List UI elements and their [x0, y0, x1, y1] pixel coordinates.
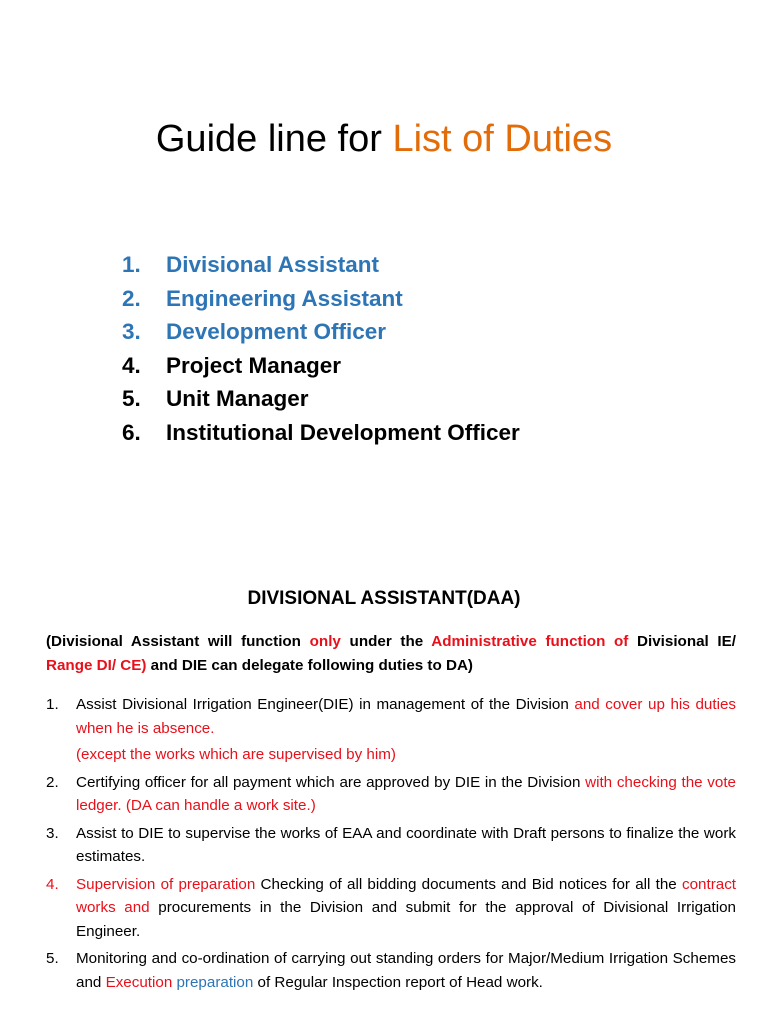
role-number: 2. — [122, 285, 141, 311]
role-item-project-manager — [122, 349, 520, 383]
intro-text: and DIE can delegate following duties to DA) — [146, 657, 473, 674]
duty-item — [46, 771, 736, 818]
duty-text-highlight-blue: preparation — [172, 973, 254, 991]
section-intro — [46, 630, 736, 678]
duty-text — [76, 693, 736, 767]
duty-text — [76, 873, 736, 944]
duty-number: 3. — [46, 824, 59, 842]
duty-text-highlight: contract works and — [76, 875, 737, 916]
role-number: 5. — [122, 386, 141, 411]
duty-text-plain: Certifying officer for all payment which are approved by DIE in the Division — [76, 773, 586, 791]
role-label: Divisional Assistant — [166, 252, 379, 277]
duty-text-plain: Assist to DIE to supervise the works of EAA and coordinate with Draft persons to finalize the work estimates. — [76, 824, 736, 865]
section-heading: DIVISIONAL ASSISTANT(DAA) — [247, 588, 521, 609]
role-number: 1. — [122, 252, 141, 277]
title-prefix: Guide line for — [155, 118, 393, 160]
duties-list — [46, 693, 736, 998]
duty-text-plain: procurements in the Division and submit for the approval of Divisional Irrigation Engineer. — [76, 899, 736, 940]
intro-highlight: Range DI/ CE) — [46, 657, 147, 674]
role-number: 4. — [122, 352, 141, 378]
role-item-institutional-development-officer — [122, 416, 520, 450]
role-number: 3. — [122, 319, 141, 344]
duty-item — [46, 947, 736, 994]
role-number: 6. — [122, 419, 141, 445]
role-item-development-officer — [122, 315, 520, 349]
role-label: Unit Manager — [166, 386, 309, 411]
role-item-divisional-assistant — [122, 248, 520, 282]
duty-text — [76, 771, 736, 818]
duty-subnote: (except the works which are supervised by him) — [76, 746, 396, 763]
role-label: Project Manager — [166, 352, 342, 378]
duty-text — [76, 947, 736, 994]
intro-text: (Divisional Assistant will function — [46, 633, 310, 650]
page-title — [0, 114, 768, 164]
duty-item — [46, 822, 736, 869]
duty-number: 1. — [46, 696, 59, 713]
duty-number: 5. — [46, 950, 59, 967]
duty-number: 2. — [46, 773, 59, 791]
intro-text: Divisional IE/ — [628, 633, 737, 650]
duty-text-plain: of Regular Inspection report of Head work. — [253, 973, 543, 991]
role-item-engineering-assistant — [122, 282, 520, 316]
role-label: Institutional Development Officer — [166, 419, 520, 445]
duty-text-plain: Checking of all bidding documents and Bid notices for all the — [255, 875, 682, 893]
duty-text-highlight: and cover up his duties when he is absence. — [76, 696, 736, 737]
duty-item — [46, 693, 736, 767]
intro-highlight: only — [309, 633, 341, 650]
roles-list — [122, 248, 520, 449]
role-label: Development Officer — [166, 319, 387, 344]
duty-text-highlight: Supervision of preparation — [76, 875, 256, 893]
intro-highlight: Administrative function of — [431, 633, 629, 650]
duty-text-plain: Assist Divisional Irrigation Engineer(DIE) in management of the Division — [76, 696, 575, 713]
duty-text-plain: Monitoring and co-ordination of carrying out standing orders for Major/Medium Irrigation Schemes and — [76, 950, 736, 991]
intro-text: under the — [340, 633, 432, 650]
title-highlight: List of Duties — [392, 118, 613, 160]
duty-text-highlight: Execution — [105, 973, 173, 991]
duty-text-highlight: with checking the vote ledger. (DA can handle a work site.) — [76, 773, 737, 814]
role-label: Engineering Assistant — [166, 285, 403, 311]
role-item-unit-manager — [122, 382, 520, 416]
duty-number: 4. — [46, 875, 59, 893]
duty-text — [76, 822, 736, 869]
duty-item — [46, 873, 736, 944]
